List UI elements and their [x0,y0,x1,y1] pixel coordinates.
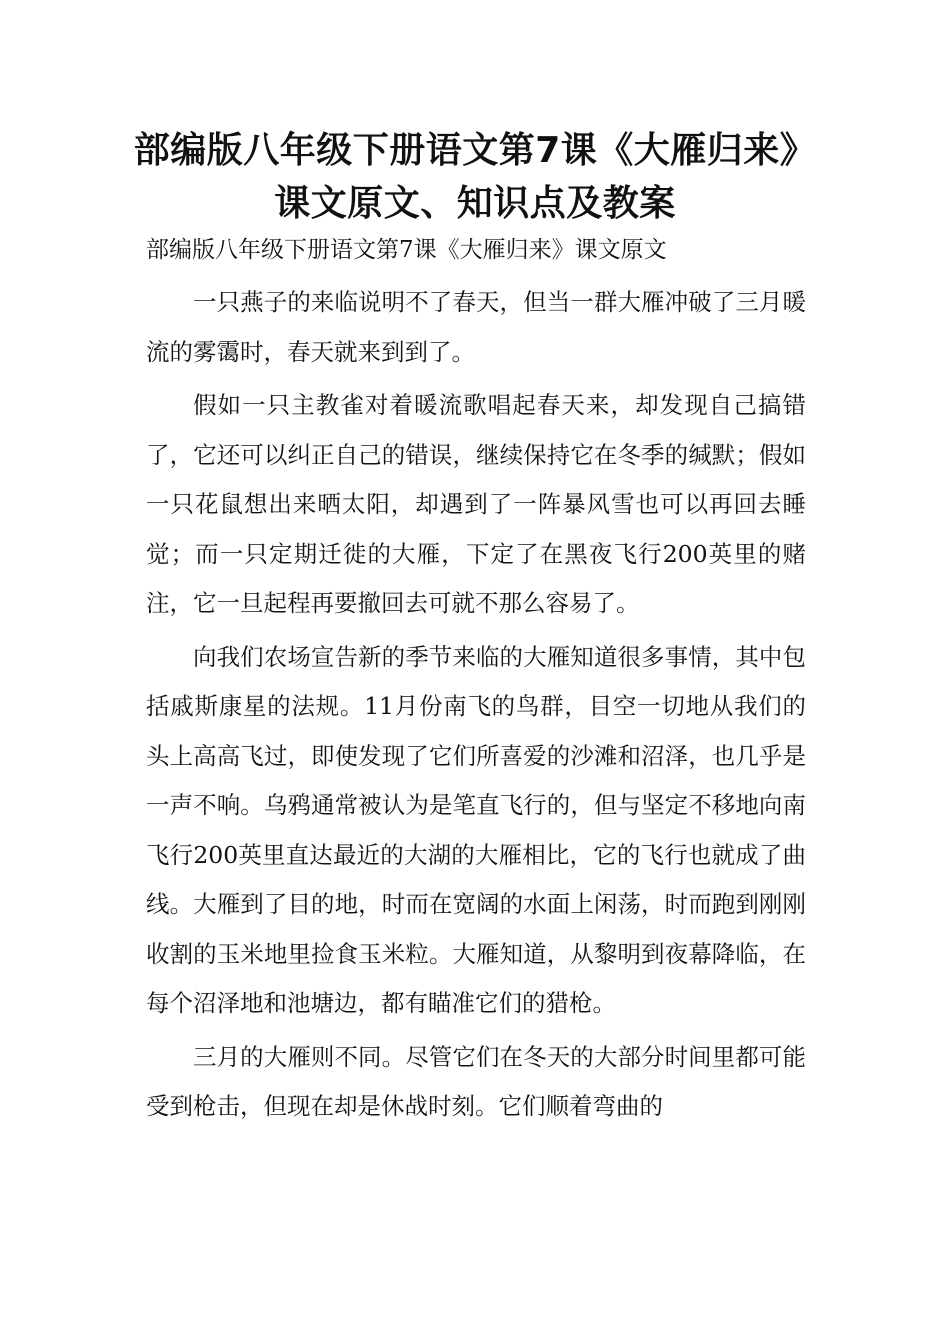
paragraph-2: 假如一只主教雀对着暖流歌唱起春天来，却发现自己搞错了，它还可以纠正自己的错误，继续保持它在冬季的缄默；假如一只花鼠想出来晒太阳，却遇到了一阵暴风雪也可以再回去睡觉；而一只定期迁徙的大雁，下定了在黑夜飞行200英里的赌注，它一旦起程再要撤回去可就不那么容易了。 [146,391,806,617]
paragraph-4: 三月的大雁则不同。尽管它们在冬天的大部分时间里都可能受到枪击，但现在却是休战时刻。它们顺着弯曲的 [146,1042,806,1120]
paragraph-3: 向我们农场宣告新的季节来临的大雁知道很多事情，其中包括戚斯康星的法规。11月份南飞的鸟群，目空一切地从我们的头上高高飞过，即使发现了它们所喜爱的沙滩和沼泽，也几乎是一声不响。乌鸦通常被认为是笔直飞行的，但与坚定不移地向南飞行200英里直达最近的大湖的大雁相比，它的飞行也就成了曲线。大雁到了目的地，时而在宽阔的水面上闲荡，时而跑到刚刚收割的玉米地里捡食玉米粒。大雁知道，从黎明到夜幕降临，在每个沼泽地和池塘边，都有瞄准它们的猎枪。 [146,642,806,1017]
document-title: 部编版八年级下册语文第7课《大雁归来》课文原文、知识点及教案 [133,130,817,224]
document-subtitle: 部编版八年级下册语文第7课《大雁归来》课文原文 [146,237,667,263]
paragraph-1: 一只燕子的来临说明不了春天，但当一群大雁冲破了三月暖流的雾霭时，春天就来到到了。 [146,288,806,366]
document-body [146,278,806,1136]
